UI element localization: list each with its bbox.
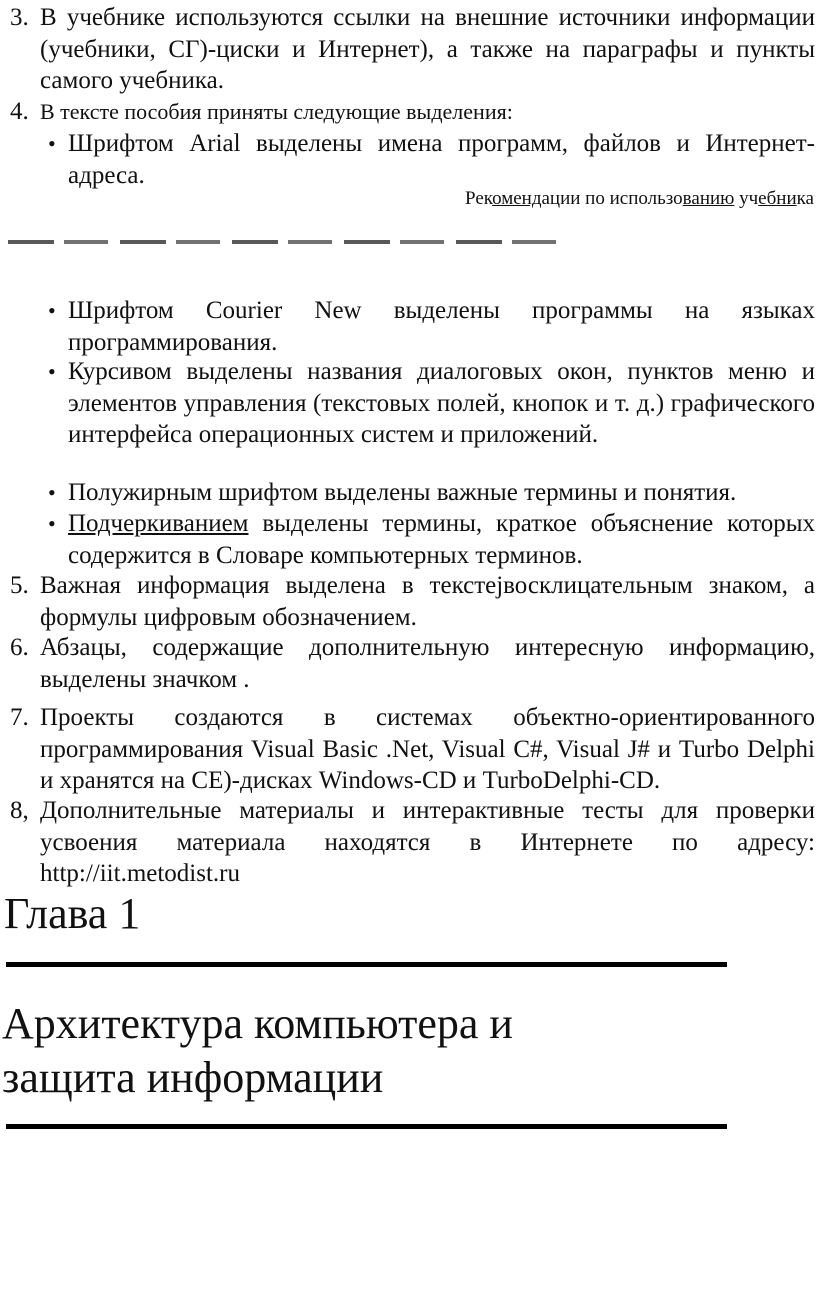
list-item-5: [10, 570, 815, 633]
chapter-title: [2, 997, 513, 1105]
bullet-item-courier: [48, 295, 815, 358]
item-number: 4.: [10, 98, 29, 125]
chapter-divider-bottom: [6, 1124, 727, 1129]
bullet-item-underline: [48, 508, 815, 571]
bullet-icon: •: [48, 511, 56, 536]
bullet-item-arial: [48, 128, 815, 191]
page-break-artifact: [8, 240, 568, 244]
bullet-icon: •: [48, 131, 56, 156]
bullet-icon: •: [48, 298, 56, 323]
bullet-icon: •: [48, 359, 56, 384]
item-text: выделены термины, краткое объяснение которых содержится в Словаре компьютерных терминов.: [68, 510, 815, 569]
item-text: Дополнительные материалы и интерактивные тесты для проверки усвоения материала находятся в Интернете по адресу: http://iit.metodist.ru: [40, 797, 815, 887]
item-text: В учебнике используются ссылки на внешние источники информации (учебники, СГ)-циски и Интернет), а также на параграфы и пункты самого учебника.: [40, 4, 815, 94]
item-text: В тексте пособия приняты следующие выделения:: [40, 99, 513, 124]
bullet-item-bold: [48, 477, 815, 509]
item-text: Шрифтом Arial выделены имена программ, файлов и Интернет-адреса.: [68, 130, 815, 189]
chapter-divider-top: [6, 962, 727, 967]
item-text: Абзацы, содержащие дополнительную интересную информацию, выделены значком .: [40, 634, 815, 693]
list-item-4: [10, 96, 815, 128]
item-number: 7.: [10, 704, 29, 731]
item-text: Шрифтом Courier New выделены программы на языках программирования.: [68, 297, 815, 356]
bullet-icon: •: [48, 480, 56, 505]
item-text: Проекты создаются в системах объектно-ориентированного программирования Visual Basic .Net, Visual C#, Visual J# и Turbo Delphi и хранятся на СЕ)-дисках Windows-CD и TurboDelphi-CD.: [40, 704, 815, 794]
list-item-3: [10, 2, 815, 97]
running-header: Рекомендации по использованию учебника: [465, 188, 814, 209]
list-item-7: [10, 702, 815, 797]
bullet-item-italic: [48, 356, 815, 451]
chapter-title-line-2: защита информации: [2, 1053, 384, 1102]
item-number: 5.: [10, 572, 29, 599]
underlined-term: Подчеркиванием: [68, 510, 249, 537]
chapter-title-line-1: Архитектура компьютера и: [2, 999, 513, 1048]
item-number: 6.: [10, 634, 29, 661]
item-text: Важная информация выделена в текстеjвосклицательным знаком, а формулы цифровым обозначением.: [40, 572, 815, 631]
chapter-label: Глава 1: [4, 889, 141, 938]
item-number: 3.: [10, 4, 29, 31]
list-item-6: [10, 632, 815, 695]
item-text: Полужирным шрифтом выделены важные термины и понятия.: [68, 479, 737, 506]
list-item-8: [10, 795, 815, 890]
item-number: 8,: [10, 797, 29, 824]
item-text: Курсивом выделены названия диалоговых окон, пунктов меню и элементов управления (текстовых полей, кнопок и т. д.) графического интерфейса операционных систем и приложений.: [68, 358, 815, 448]
